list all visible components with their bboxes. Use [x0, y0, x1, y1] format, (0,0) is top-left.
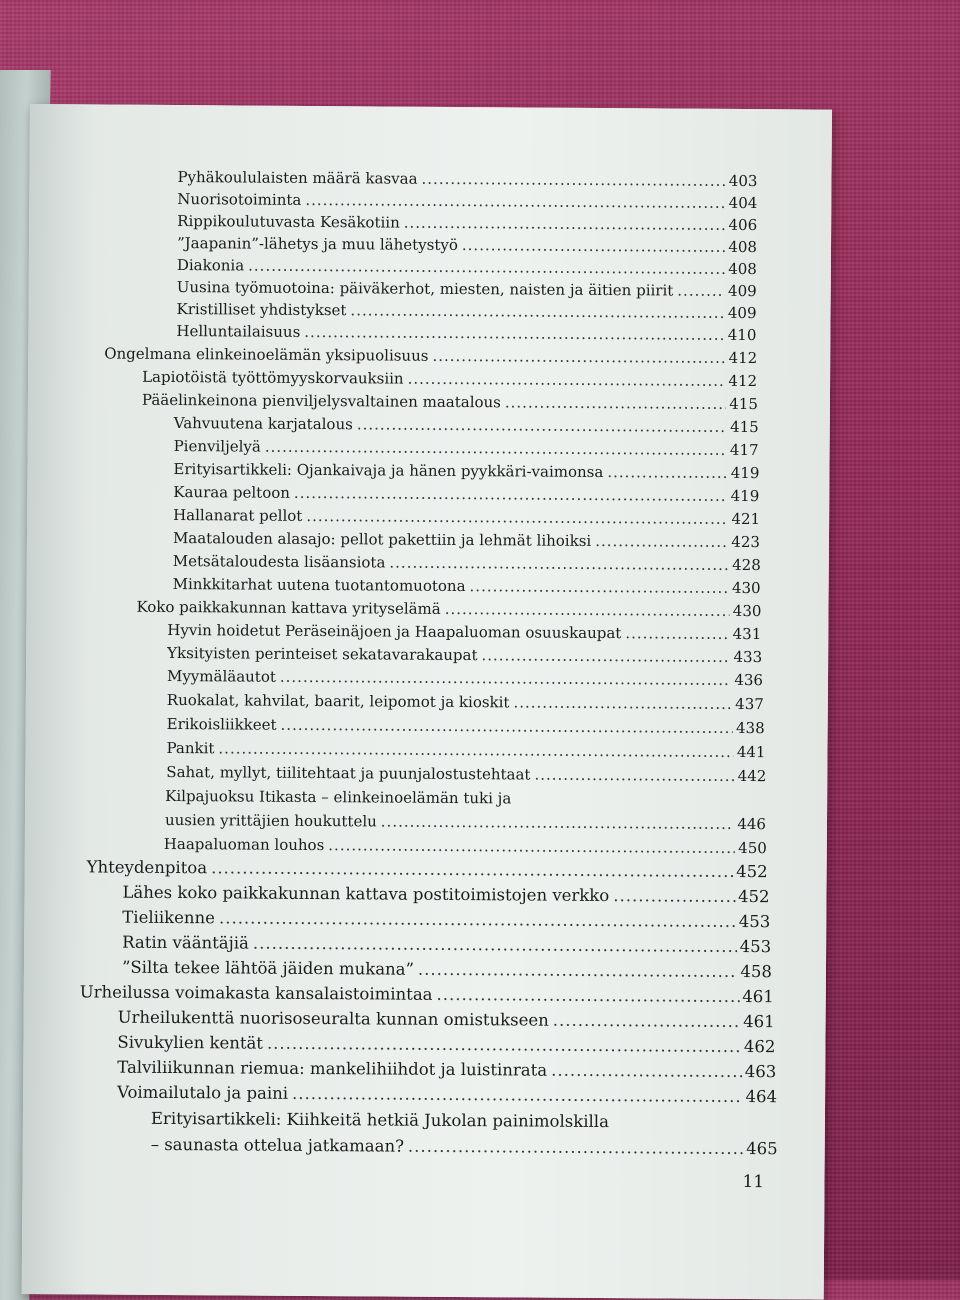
toc-leader-dots [625, 623, 729, 644]
toc-entry [164, 834, 767, 858]
toc-leader-dots [515, 803, 762, 805]
toc-leader-dots [404, 213, 726, 235]
toc-entry-page: 409 [725, 303, 757, 323]
toc-entry-title: Koko paikkakunnan kattava yrityselämä [136, 597, 444, 619]
toc-entry-page: 431 [730, 624, 762, 644]
toc-entry-title: Minkkitarhat uutena tuotantomuotona [173, 574, 470, 596]
toc-entry [167, 620, 761, 644]
toc-leader-dots [265, 437, 727, 460]
toc-entry-title: Maatalouden alasajo: pellot pakettiin ja lehmät lihoiksi [173, 528, 595, 551]
toc-entry-title: Yksityisten perinteiset sekatavarakaupat [167, 643, 482, 665]
toc-entry [177, 167, 757, 191]
toc-subsection [122, 957, 772, 984]
toc-subsection [117, 1032, 775, 1059]
toc-entry [167, 643, 762, 667]
toc-entry-page: 464 [743, 1086, 778, 1108]
toc-leader-dots [211, 857, 733, 883]
toc-entry-page: 430 [729, 578, 761, 598]
toc-section [87, 856, 768, 883]
toc-entry-page: 419 [728, 486, 760, 506]
toc-entry-page: 450 [735, 838, 767, 858]
toc-leader-dots [481, 645, 730, 667]
toc-entry [167, 666, 763, 690]
toc-entry-page: 410 [725, 325, 757, 345]
toc-entry-page: 421 [728, 509, 760, 529]
toc-leader-dots [292, 1083, 743, 1108]
toc-leader-dots [350, 300, 725, 323]
book-page [22, 104, 832, 1300]
toc-leader-dots [551, 1060, 742, 1083]
toc-subsection [117, 1082, 777, 1109]
toc-entry-page: 404 [726, 193, 758, 213]
toc-subsection [122, 907, 770, 934]
toc-entry-title: Erikoisliikkeet [167, 714, 281, 735]
toc-leader-dots [462, 235, 726, 257]
toc-leader-dots [534, 765, 734, 786]
toc-entry-title: Talviliikunnan riemua: mankelihiihdot ja luistinrata [117, 1057, 551, 1082]
toc-entry-page: 453 [736, 911, 771, 933]
toc-entry-page: 419 [728, 463, 760, 483]
toc-entry-page: 417 [727, 440, 759, 460]
toc-leader-dots [513, 692, 732, 714]
toc-entry-page: 415 [726, 394, 758, 414]
toc-entry-page: 406 [725, 215, 757, 235]
toc-entry-title: Pienviljelyä [174, 436, 265, 457]
toc-subsection [136, 597, 761, 621]
toc-entry-title: Ongelmana elinkeinoelämän yksipuolisuus [104, 344, 432, 366]
toc-entry-page: 408 [725, 259, 757, 279]
toc-leader-dots [280, 715, 733, 738]
toc-entry [177, 277, 757, 301]
toc-leader-dots [218, 738, 734, 762]
toc-entry-title: Rippikoulutuvasta Kesäkotiin [177, 211, 404, 233]
toc-entry-title: Pyhäkoululaisten määrä kasvaa [177, 167, 421, 189]
toc-entry [165, 786, 765, 810]
toc-leader-dots [267, 1033, 741, 1058]
toc-entry-title: Sahat, myllyt, tiilitehtaat ja puunjalostustehtaat [166, 762, 534, 785]
toc-section [104, 344, 757, 369]
toc-leader-dots [219, 907, 736, 933]
toc-leader-dots [304, 322, 725, 345]
toc-entry-title: Metsätaloudesta lisäansiota [173, 551, 390, 573]
toc-entry [176, 321, 756, 345]
toc-entry-title: Hyvin hoidetut Peräseinäjoen ja Haapaluoman osuuskaupat [167, 620, 625, 643]
toc-entry-page: 436 [731, 670, 763, 690]
toc-entry-title: Tieliikenne [122, 907, 219, 930]
toc-entry-title: Kristilliset yhdistykset [177, 299, 351, 320]
toc-entry-page: 403 [726, 171, 758, 191]
toc-entry [174, 436, 759, 460]
toc-entry-page: 415 [727, 417, 759, 437]
toc-entry-page: 430 [730, 601, 762, 621]
toc-entry-title: Diakonia [177, 255, 248, 275]
toc-entry-title: Hallanarat pellot [173, 505, 306, 526]
toc-entry [177, 255, 757, 279]
toc-entry-title: ”Jaapanin”-lähetys ja muu lähetystyö [177, 233, 462, 255]
toc-entry-page: 465 [743, 1138, 778, 1160]
toc-subsection [117, 1057, 776, 1084]
toc-entry [151, 1108, 777, 1134]
toc-entry-title: Uusina työmuotoina: päiväkerhot, miesten, naisten ja äitien piirit [177, 277, 678, 300]
toc-entry-page: 408 [725, 237, 757, 257]
toc-entry-title: Voimailutalo ja paini [117, 1082, 292, 1105]
toc-entry-title: Vahvuutena karjatalous [174, 413, 357, 434]
toc-leader-dots [294, 483, 728, 506]
toc-leader-dots [306, 506, 728, 529]
toc-entry-title: Helluntailaisuus [176, 321, 304, 342]
toc-entry-title: uusien yrittäjien houkuttelu [165, 810, 381, 832]
toc-leader-dots [505, 392, 727, 414]
toc-leader-dots [469, 576, 729, 598]
toc-entry [173, 528, 760, 552]
toc-entry-page: 438 [733, 718, 765, 738]
toc-entry-page: 412 [725, 371, 757, 391]
toc-entry [173, 551, 761, 575]
toc-entry [165, 810, 766, 834]
toc-leader-dots [553, 1010, 740, 1033]
toc-entry-title: Haapaluoman louhos [164, 834, 329, 855]
toc-entry-page: 452 [735, 886, 770, 908]
toc-entry-title: ”Silta tekee lähtöä jäiden mukana” [122, 957, 418, 981]
toc-entry-page: 437 [732, 694, 764, 714]
toc-subsection [122, 882, 769, 909]
toc-entry-page: 452 [733, 861, 768, 883]
toc-entry [151, 1134, 778, 1160]
toc-leader-dots [248, 256, 725, 279]
toc-entry-page: 433 [730, 647, 762, 667]
toc-entry-title: Myymäläautot [167, 666, 280, 687]
toc-subsection [118, 1007, 775, 1034]
toc-entry-page: 441 [734, 742, 766, 762]
toc-entry-title: Sivukylien kentät [117, 1032, 267, 1055]
toc-entry [177, 211, 757, 235]
toc-leader-dots [357, 414, 727, 437]
toc-entry [173, 505, 760, 529]
toc-leader-dots [381, 811, 735, 833]
toc-leader-dots [280, 667, 732, 690]
toc-leader-dots [421, 169, 725, 191]
toc-entry [167, 714, 765, 738]
toc-entry-page: 409 [725, 281, 757, 301]
toc-leader-dots [445, 599, 730, 621]
toc-leader-dots [389, 553, 729, 575]
toc-leader-dots [436, 984, 739, 1008]
toc-section [80, 981, 774, 1008]
toc-leader-dots [613, 1127, 774, 1128]
toc-leader-dots [253, 933, 737, 958]
toc-entry [173, 482, 759, 506]
toc-leader-dots [418, 959, 738, 983]
page-number: 11 [742, 1172, 764, 1192]
toc-entry-page: 462 [741, 1036, 776, 1058]
toc-leader-dots [595, 531, 728, 552]
toc-entry-title: Pankit [166, 738, 218, 758]
toc-entry-title: Erityisartikkeli: Kiihkeitä hetkiä Jukolan painimolskilla [151, 1108, 613, 1133]
toc-entry-title: Lapiotöistä työttömyyskorvauksiin [142, 367, 408, 389]
toc-entry [177, 189, 757, 213]
toc-leader-dots [613, 885, 735, 908]
toc-entry-page: 412 [726, 348, 758, 368]
toc-entry [166, 762, 766, 786]
toc-entry-page: 461 [740, 1011, 775, 1033]
toc-entry [167, 690, 764, 714]
toc-leader-dots [677, 281, 725, 301]
toc-subsection [122, 932, 771, 959]
toc-subsection [142, 390, 758, 414]
table-of-contents [22, 104, 832, 1300]
toc-entry-page: 453 [737, 936, 772, 958]
toc-entry-page: 446 [734, 814, 766, 834]
toc-entry-title: Urheilussa voimakasta kansalaistoimintaa [80, 981, 437, 1005]
toc-entry-page: 463 [742, 1061, 777, 1083]
toc-leader-dots [432, 346, 725, 368]
toc-entry-title: Lähes koko paikkakunnan kattava postitoimistojen verkko [122, 882, 613, 907]
toc-entry [177, 299, 757, 323]
toc-subsection [142, 367, 757, 391]
toc-entry-title: Urheilukenttä nuorisoseuralta kunnan omistukseen [118, 1007, 553, 1032]
toc-leader-dots [328, 835, 735, 858]
toc-entry-title: Kauraa peltoon [173, 482, 294, 503]
toc-entry-page: 461 [739, 986, 774, 1008]
toc-entry [173, 574, 761, 598]
toc-leader-dots [305, 190, 725, 213]
toc-entry-title: Yhteydenpitoa [87, 856, 212, 879]
toc-entry-page: 423 [728, 532, 760, 552]
toc-entry-title: – saunasta ottelua jatkamaan? [151, 1134, 408, 1158]
toc-entry-title: Kilpajuoksu Itikasta – elinkeinoelämän tuki ja [165, 786, 515, 808]
toc-entry-page: 458 [737, 961, 772, 983]
toc-entry-title: Nuorisotoiminta [177, 189, 305, 210]
toc-leader-dots [607, 462, 728, 483]
toc-leader-dots [408, 1136, 743, 1160]
toc-entry-page: 442 [735, 766, 767, 786]
toc-leader-dots [408, 369, 726, 391]
toc-entry [173, 459, 759, 483]
toc-entry-title: Erityisartikkeli: Ojankaivaja ja hänen pyykkäri-vaimonsa [173, 459, 607, 482]
toc-entry [174, 413, 759, 437]
toc-entry-title: Pääelinkeinona pienviljelysvaltainen maatalous [142, 390, 505, 413]
toc-entry [177, 233, 757, 257]
toc-entry-title: Ratin vääntäjiä [122, 932, 253, 955]
toc-entry [166, 738, 765, 762]
toc-entry-page: 428 [729, 555, 761, 575]
toc-entry-title: Ruokalat, kahvilat, baarit, leipomot ja kioskit [167, 690, 514, 712]
